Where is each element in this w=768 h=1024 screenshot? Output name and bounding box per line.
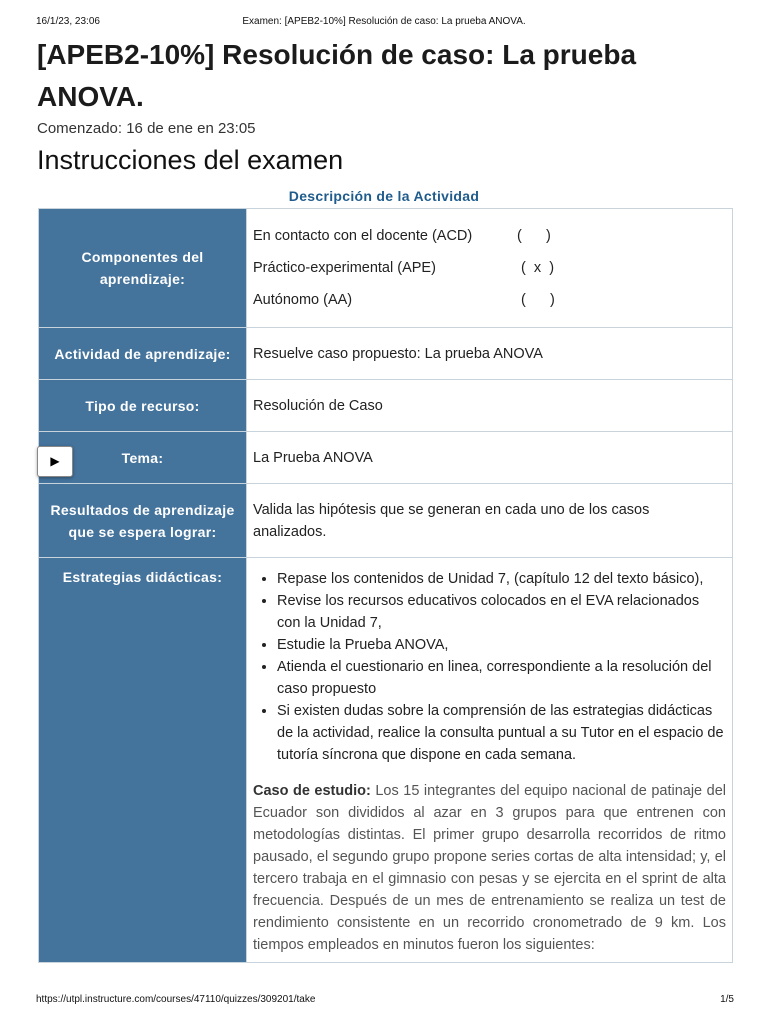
table-row-strategies: [39, 558, 733, 963]
component-text: En contacto con el docente (ACD): [253, 228, 473, 244]
topic-label: Tema:: [39, 432, 247, 484]
component-text: Autónomo (AA): [253, 292, 353, 308]
started-timestamp: Comenzado: 16 de ene en 23:05: [37, 120, 256, 137]
table-row-resource: [39, 380, 733, 432]
component-mark: ( ): [521, 292, 555, 308]
strategies-list: [253, 568, 726, 766]
component-mark: ( ): [517, 228, 551, 244]
resource-value: Resolución de Caso: [247, 380, 733, 432]
component-line-ape: [253, 252, 726, 284]
case-study-label: Caso de estudio:: [253, 783, 371, 799]
quiz-title: [APEB2-10%] Resolución de caso: La prueba ANOVA.: [37, 39, 637, 112]
case-study-text: Los 15 integrantes del equipo nacional de patinaje del Ecuador son divididos al azar en 3 grupos para que entrenen con metodologías distintas. El primer grupo desarrolla recorridos de ritmo pausado, el segundo grupo propone series cortas de alta intensidad; y, el tercero trabaja en el gimnasio con pesas y se ejercita en el sprint de alta frecuencia. Después de un mes de entrenamiento se realiza un test de rendimiento consistente en un recorrido cronometrado de 9 km. Los tiempos empleados en minutos fueron los siguientes:: [253, 783, 727, 953]
table-row-components: [39, 209, 733, 328]
list-item: • Atienda el cuestionario en linea, correspondiente a la resolución del caso propuesto: [277, 656, 726, 700]
case-study-paragraph: [253, 780, 726, 956]
component-text: Práctico-experimental (APE): [253, 260, 436, 276]
print-datetime: 16/1/23, 23:06: [36, 16, 100, 27]
activity-description-table: [38, 208, 733, 963]
component-line-aa: [253, 284, 726, 316]
results-value: Valida las hipótesis que se generan en cada uno de los casos analizados.: [247, 484, 733, 558]
component-line-acd: [253, 220, 726, 252]
components-label: Componentes del aprendizaje:: [39, 209, 247, 328]
resource-label: Tipo de recurso:: [39, 380, 247, 432]
instructions-heading: Instrucciones del examen: [37, 145, 344, 175]
list-item: • Si existen dudas sobre la comprensión de las estrategias didácticas de la actividad, realice la consulta puntual a su Tutor en el espacio de tutoría síncrona que dispone en cada semana.: [277, 700, 726, 766]
component-mark: ( x ): [521, 260, 555, 276]
list-item: • Estudie la Prueba ANOVA,: [277, 634, 726, 656]
topic-value: La Prueba ANOVA: [247, 432, 733, 484]
table-row-activity: [39, 328, 733, 380]
activity-value: Resuelve caso propuesto: La prueba ANOVA: [247, 328, 733, 380]
components-value: [247, 209, 733, 328]
print-page-number: 1/5: [720, 994, 734, 1005]
print-page-title: Examen: [APEB2-10%] Resolución de caso: La prueba ANOVA.: [242, 16, 526, 27]
results-label: Resultados de aprendizaje que se espera lograr:: [39, 484, 247, 558]
table-row-topic: [39, 432, 733, 484]
print-header: [0, 16, 768, 30]
strategies-value: [247, 558, 733, 963]
list-item: • Revise los recursos educativos colocados en el EVA relacionados con la Unidad 7,: [277, 590, 726, 634]
activity-description-caption: Descripción de la Actividad: [288, 188, 480, 204]
activity-label: Actividad de aprendizaje:: [39, 328, 247, 380]
expand-play-button[interactable]: ▶: [37, 446, 73, 477]
strategies-label: Estrategias didácticas:: [39, 558, 247, 963]
print-footer: [0, 994, 768, 1008]
table-row-results: [39, 484, 733, 558]
print-url: https://utpl.instructure.com/courses/47110/quizzes/309201/take: [36, 994, 316, 1005]
list-item: • Repase los contenidos de Unidad 7, (capítulo 12 del texto básico),: [277, 568, 726, 590]
